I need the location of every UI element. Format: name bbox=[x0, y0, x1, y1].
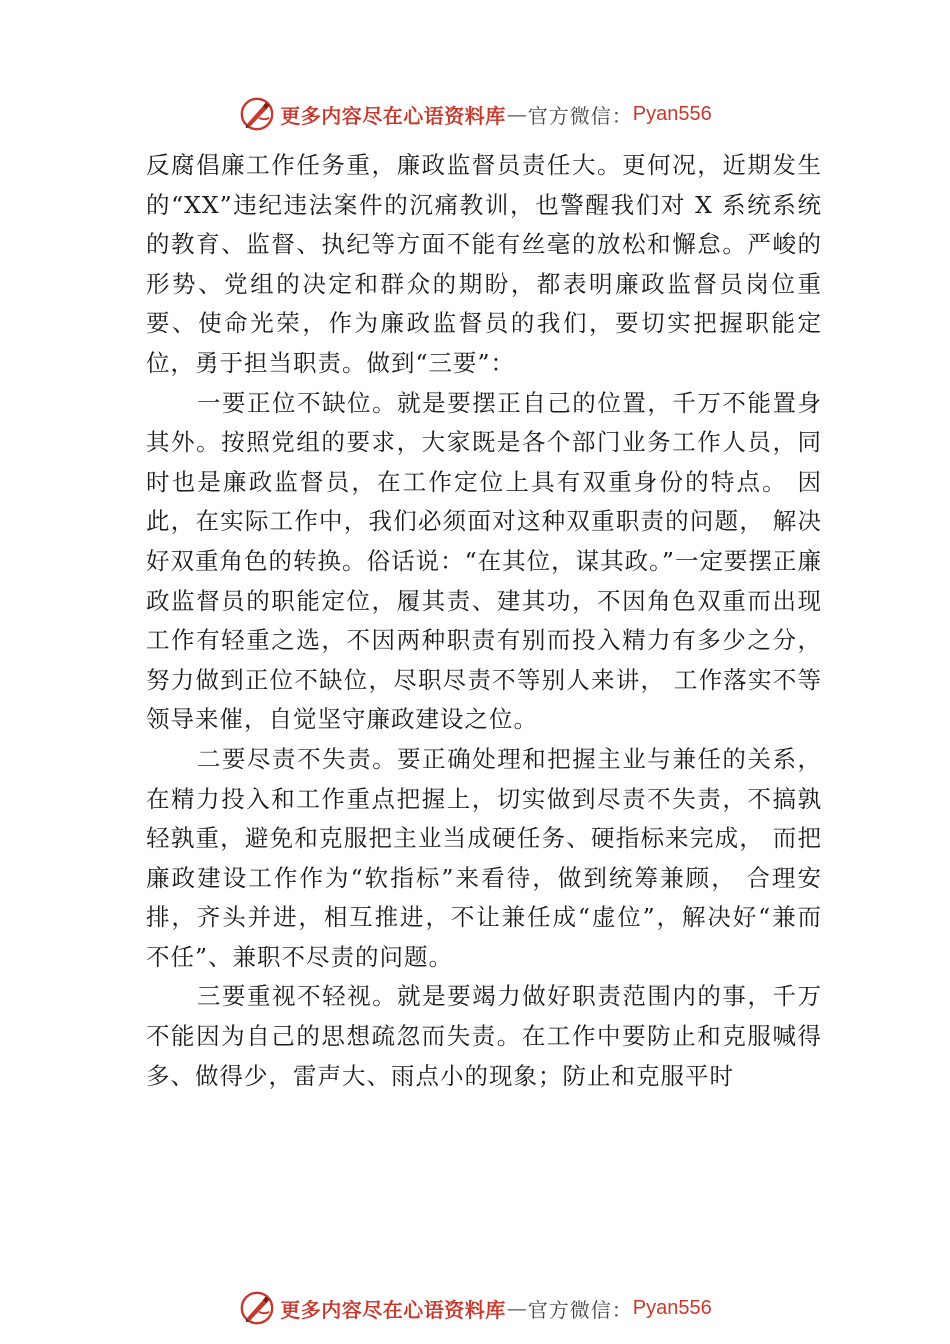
banner-separator: — bbox=[506, 102, 527, 126]
paragraph-point-two: 二要尽责不失责。要正确处理和把握主业与兼任的关系，在精力投入和工作重点把握上，切实做到尽责不失责，不搞孰轻孰重，避免和克服把主业当成硬任务、硬指标来完成， 而把廉政建设工作作为“软指标”来看待，做到统筹兼顾， 合理安排，齐头并进，相互推进，不让兼任成“虚位”，解决好“兼而不任”、兼职不尽责的问题。 bbox=[146, 744, 822, 971]
wechat-id: Pyan556 bbox=[632, 102, 712, 125]
banner-separator: — bbox=[506, 1296, 527, 1320]
wechat-label: 官方微信： bbox=[527, 103, 633, 128]
paragraph-intro: 反腐倡廉工作任务重，廉政监督员责任大。更何况，近期发生的“XX”违纪违法案件的沉痛教训，也警醒我们对 X 系统系统的教育、监督、执纪等方面不能有丝毫的放松和懈怠。严峻的形势、党组的决定和群众的期盼，都表明廉政监督员岗位重要、使命光荣，作为廉政监督员的我们，要切实把握职能定位，勇于担当职责。做到“三要”： bbox=[146, 151, 822, 377]
paragraph-point-three: 三要重视不轻视。就是要竭力做好职责范围内的事，千万不能因为自己的思想疏忽而失责。在工作中要防止和克服喊得多、做得少，雷声大、雨点小的现象；防止和克服平时 bbox=[146, 982, 822, 1090]
brand-name: 更多内容尽在心语资料库 bbox=[280, 103, 506, 128]
pen-logo-icon bbox=[238, 1289, 276, 1327]
document-body bbox=[146, 146, 822, 1096]
footer-banner bbox=[0, 1286, 950, 1330]
pen-logo-icon bbox=[238, 95, 276, 133]
paragraph-point-one: 一要正位不缺位。就是要摆正自己的位置，千万不能置身其外。按照党组的要求，大家既是各个部门业务工作人员，同时也是廉政监督员，在工作定位上具有双重身份的特点。 因此，在实际工作中，我们必须面对这种双重职责的问题， 解决好双重角色的转换。俗话说：“在其位，谋其政。”一定要摆正廉政监督员的职能定位，履其责、建其功，不因角色双重而出现工作有轻重之选，不因两种职责有别而投入精力有多少之分，努力做到正位不缺位，尽职尽责不等别人来讲， 工作落实不等领导来催，自觉坚守廉政建设之位。 bbox=[146, 388, 822, 734]
wechat-label: 官方微信： bbox=[527, 1297, 633, 1322]
brand-name: 更多内容尽在心语资料库 bbox=[280, 1297, 506, 1322]
header-banner bbox=[0, 92, 950, 136]
wechat-id: Pyan556 bbox=[632, 1296, 712, 1319]
